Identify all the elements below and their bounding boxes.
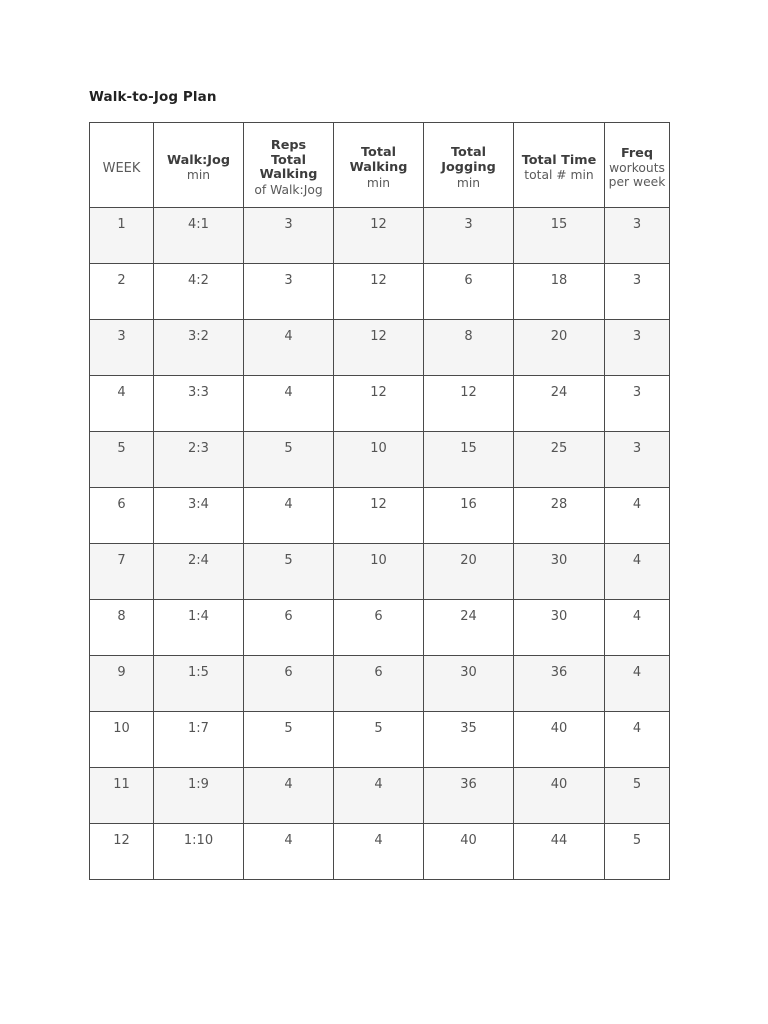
cell-week: 5 [90,432,154,488]
cell-total-walking: 12 [334,208,424,264]
cell-week: 1 [90,208,154,264]
cell-reps: 3 [244,208,334,264]
cell-total-time: 20 [514,320,605,376]
cell-week: 2 [90,264,154,320]
column-header-total-jogging-label-2: Jogging [441,159,496,175]
table-row [90,488,670,544]
cell-week: 12 [90,824,154,880]
cell-walk-jog: 1:9 [154,768,244,824]
cell-reps: 5 [244,432,334,488]
walk-to-jog-plan-table [89,122,670,880]
cell-reps: 4 [244,768,334,824]
cell-total-time: 15 [514,208,605,264]
cell-freq: 3 [605,376,670,432]
cell-total-jogging: 36 [424,768,514,824]
table-row [90,544,670,600]
cell-walk-jog: 1:10 [154,824,244,880]
column-header-total-jogging [424,123,514,208]
cell-total-walking: 12 [334,376,424,432]
cell-total-walking: 12 [334,264,424,320]
cell-walk-jog: 3:3 [154,376,244,432]
cell-total-walking: 10 [334,544,424,600]
cell-total-walking: 6 [334,600,424,656]
cell-week: 11 [90,768,154,824]
cell-freq: 3 [605,432,670,488]
cell-reps: 3 [244,264,334,320]
cell-walk-jog: 4:1 [154,208,244,264]
column-header-reps-label-3: Walking [259,167,318,183]
cell-total-jogging: 15 [424,432,514,488]
table-row [90,824,670,880]
column-header-reps-label-2: Total [271,152,306,168]
cell-total-time: 30 [514,600,605,656]
column-header-walk-jog [154,123,244,208]
cell-week: 7 [90,544,154,600]
column-header-freq [605,123,670,208]
cell-walk-jog: 2:3 [154,432,244,488]
column-header-reps-unit: of Walk:Jog [254,182,323,197]
cell-total-walking: 4 [334,824,424,880]
cell-reps: 6 [244,656,334,712]
cell-reps: 4 [244,376,334,432]
cell-freq: 4 [605,656,670,712]
cell-week: 4 [90,376,154,432]
cell-total-jogging: 24 [424,600,514,656]
cell-week: 6 [90,488,154,544]
cell-week: 9 [90,656,154,712]
cell-total-jogging: 12 [424,376,514,432]
cell-total-walking: 12 [334,320,424,376]
cell-walk-jog: 1:4 [154,600,244,656]
column-header-total-time-label: Total Time [521,152,597,168]
cell-reps: 4 [244,824,334,880]
column-header-week [90,123,154,208]
column-header-walk-jog-label: Walk:Jog [166,152,231,168]
cell-walk-jog: 2:4 [154,544,244,600]
page-title: Walk-to-Jog Plan [89,89,217,105]
cell-total-jogging: 8 [424,320,514,376]
cell-freq: 5 [605,768,670,824]
cell-total-jogging: 35 [424,712,514,768]
cell-total-walking: 4 [334,768,424,824]
table-header-row [90,123,670,208]
cell-reps: 4 [244,320,334,376]
cell-walk-jog: 3:2 [154,320,244,376]
cell-total-jogging: 16 [424,488,514,544]
cell-total-time: 44 [514,824,605,880]
cell-reps: 4 [244,488,334,544]
column-header-freq-label: Freq [620,145,654,161]
column-header-total-jogging-unit: min [456,175,481,190]
cell-total-jogging: 30 [424,656,514,712]
column-header-reps [244,123,334,208]
cell-freq: 4 [605,488,670,544]
table-row [90,264,670,320]
column-header-freq-unit: workouts per week [608,161,666,190]
table-row [90,320,670,376]
table-body [90,208,670,880]
table-row [90,208,670,264]
cell-freq: 3 [605,320,670,376]
cell-week: 3 [90,320,154,376]
cell-walk-jog: 4:2 [154,264,244,320]
cell-freq: 4 [605,600,670,656]
cell-total-walking: 6 [334,656,424,712]
table-row [90,432,670,488]
table-row [90,768,670,824]
column-header-week-label: WEEK [102,160,141,176]
column-header-total-walking-label-2: Walking [349,159,408,175]
cell-total-jogging: 20 [424,544,514,600]
cell-total-walking: 12 [334,488,424,544]
cell-walk-jog: 3:4 [154,488,244,544]
table-header [90,123,670,208]
cell-reps: 5 [244,544,334,600]
cell-freq: 4 [605,712,670,768]
cell-total-jogging: 40 [424,824,514,880]
cell-freq: 5 [605,824,670,880]
cell-reps: 5 [244,712,334,768]
cell-freq: 4 [605,544,670,600]
table-row [90,712,670,768]
column-header-total-jogging-label-1: Total [451,145,486,161]
cell-total-time: 25 [514,432,605,488]
cell-total-time: 24 [514,376,605,432]
cell-week: 8 [90,600,154,656]
cell-total-jogging: 3 [424,208,514,264]
cell-reps: 6 [244,600,334,656]
cell-week: 10 [90,712,154,768]
cell-total-time: 18 [514,264,605,320]
cell-walk-jog: 1:5 [154,656,244,712]
column-header-total-time-unit: total # min [524,168,594,183]
table-row [90,600,670,656]
table-row [90,376,670,432]
cell-total-time: 40 [514,712,605,768]
column-header-total-time [514,123,605,208]
column-header-total-walking-unit: min [366,175,391,190]
cell-total-time: 28 [514,488,605,544]
cell-freq: 3 [605,208,670,264]
cell-freq: 3 [605,264,670,320]
column-header-total-walking [334,123,424,208]
cell-total-time: 36 [514,656,605,712]
cell-total-walking: 5 [334,712,424,768]
cell-walk-jog: 1:7 [154,712,244,768]
column-header-total-walking-label-1: Total [361,145,396,161]
cell-total-jogging: 6 [424,264,514,320]
cell-total-walking: 10 [334,432,424,488]
column-header-reps-label-1: Reps [270,137,307,153]
column-header-walk-jog-unit: min [186,168,211,183]
cell-total-time: 40 [514,768,605,824]
cell-total-time: 30 [514,544,605,600]
table-row [90,656,670,712]
